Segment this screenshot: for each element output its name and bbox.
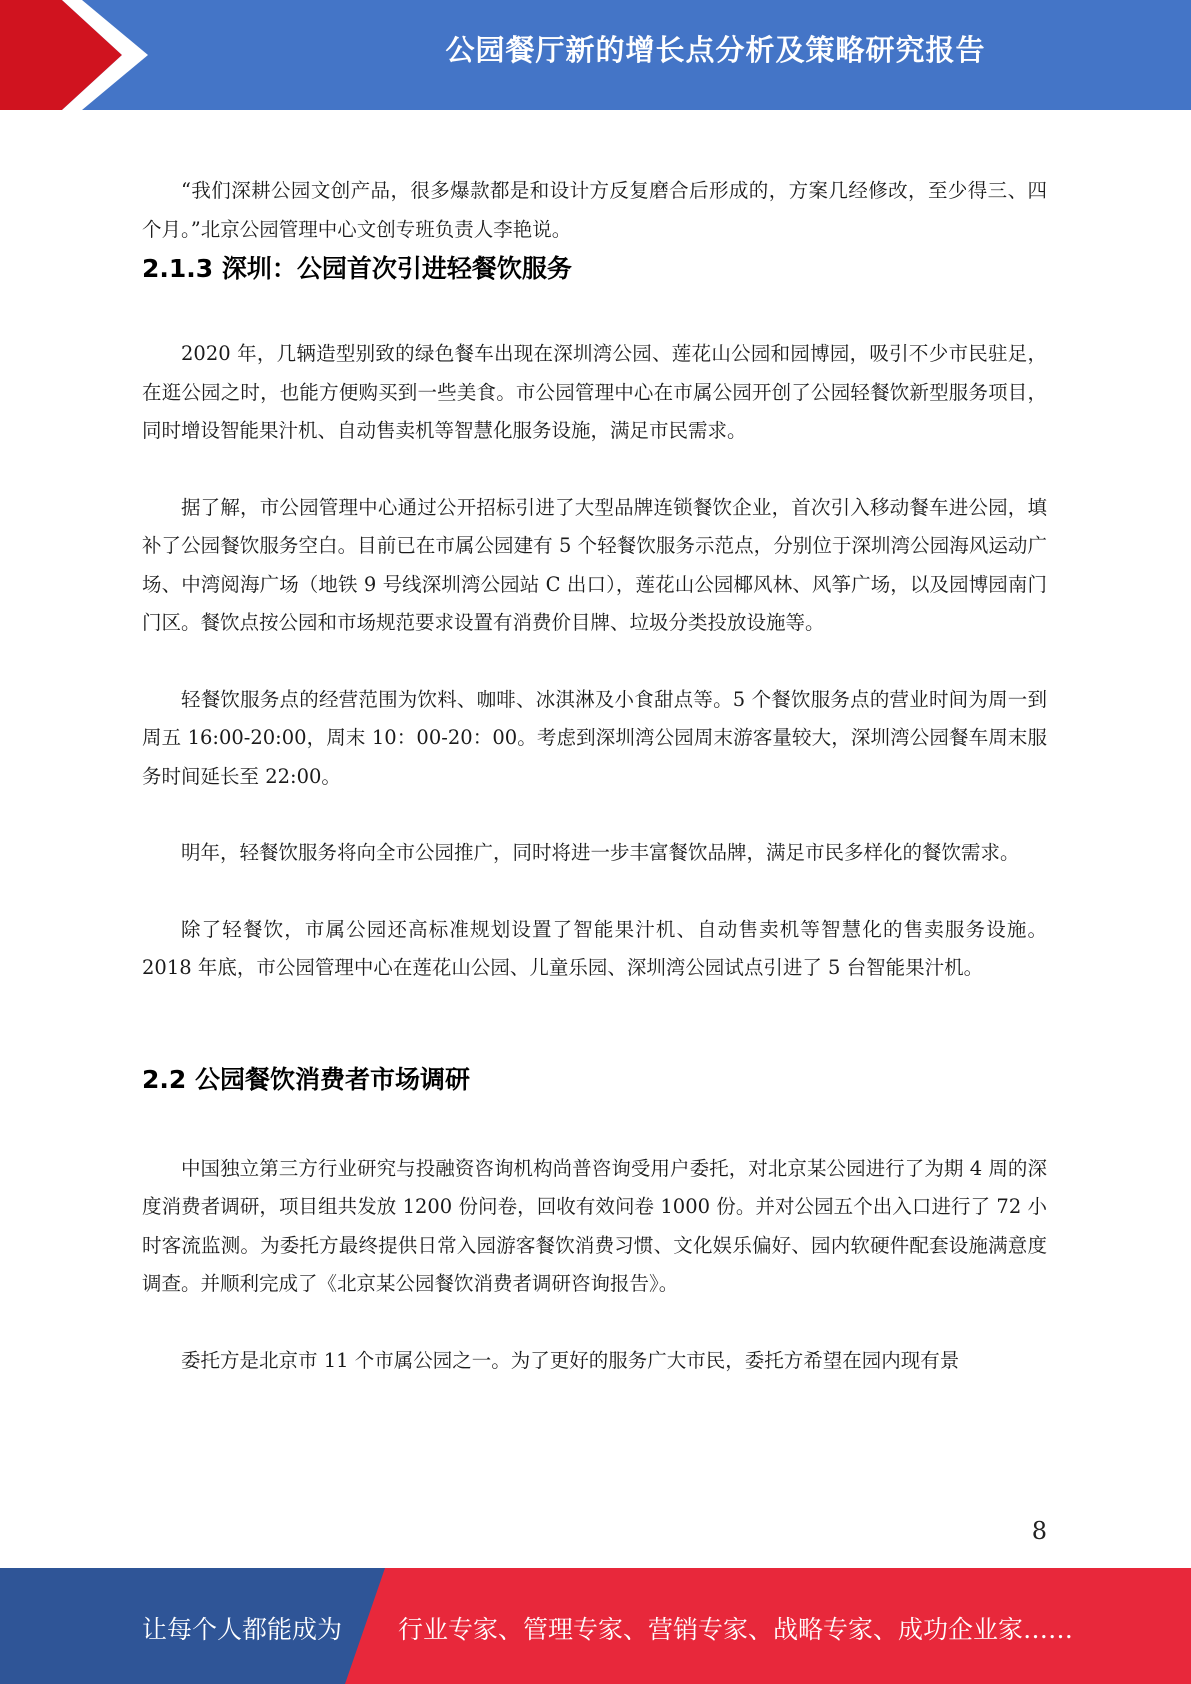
- report-title: 公园餐厅新的增长点分析及策略研究报告: [445, 33, 986, 67]
- page-header: [0, 0, 1191, 110]
- paragraph: 除了轻餐饮，市属公园还高标准规划设置了智能果汁机、自动售卖机等智慧化的售卖服务设施。2018 年底，市公园管理中心在莲花山公园、儿童乐园、深圳湾公园试点引进了 5 台智能果汁机。: [142, 917, 1047, 979]
- footer-roles: 行业专家、管理专家、营销专家、战略专家、成功企业家……: [398, 1615, 1074, 1644]
- paragraph: 明年，轻餐饮服务将向全市公园推广，同时将进一步丰富餐饮品牌，满足市民多样化的餐饮需求。: [181, 841, 1020, 864]
- paragraph: 轻餐饮服务点的经营范围为饮料、咖啡、冰淇淋及小食甜点等。5 个餐饮服务点的营业时间为周一到周五 16:00-20:00，周末 10：00-20：00。考虑到深圳湾公园周末游客量较大，深圳湾公园餐车周末服务时间延长至 22:00。: [142, 687, 1047, 788]
- paragraph: 委托方是北京市 11 个市属公园之一。为了更好的服务广大市民，委托方希望在园内现有景: [181, 1348, 960, 1372]
- page-number: 8: [1031, 1517, 1047, 1545]
- paragraph: 2020 年，几辆造型别致的绿色餐车出现在深圳湾公园、莲花山公园和园博园，吸引不少市民驻足，在逛公园之时，也能方便购买到一些美食。市公园管理中心在市属公园开创了公园轻餐饮新型服务项目，同时增设智能果汁机、自动售卖机等智慧化服务设施，满足市民需求。: [142, 342, 1047, 442]
- section-heading-survey: 2.2 公园餐饮消费者市场调研: [142, 1064, 470, 1094]
- paragraph: 中国独立第三方行业研究与投融资咨询机构尚普咨询受用户委托，对北京某公园进行了为期 4 周的深度消费者调研，项目组共发放 1200 份问卷，回收有效问卷 1000 份。并对公园五个出入口进行了 72 小时客流监测。为委托方最终提供日常入园游客餐饮消费习惯、文化娱乐偏好、园内软硬件配套设施满意度调查。并顺利完成了《北京某公园餐饮消费者调研咨询报告》。: [142, 1156, 1047, 1295]
- paragraph-quote: “我们深耕公园文创产品，很多爆款都是和设计方反复磨合后形成的，方案几经修改，至少得三、四个月。”北京公园管理中心文创专班负责人李艳说。: [142, 179, 1047, 241]
- page-footer: [0, 1568, 1191, 1684]
- report-body: [142, 172, 1047, 1380]
- footer-slogan: 让每个人都能成为: [142, 1615, 343, 1644]
- paragraph: 据了解，市公园管理中心通过公开招标引进了大型品牌连锁餐饮企业，首次引入移动餐车进公园，填补了公园餐饮服务空白。目前已在市属公园建有 5 个轻餐饮服务示范点，分别位于深圳湾公园海风运动广场、中湾阅海广场（地铁 9 号线深圳湾公园站 C 出口），莲花山公园椰风林、风筝广场，以及园博园南门门区。餐饮点按公园和市场规范要求设置有消费价目牌、垃圾分类投放设施等。: [142, 495, 1047, 634]
- section-heading-shenzhen: 2.1.3 深圳：公园首次引进轻餐饮服务: [142, 254, 572, 283]
